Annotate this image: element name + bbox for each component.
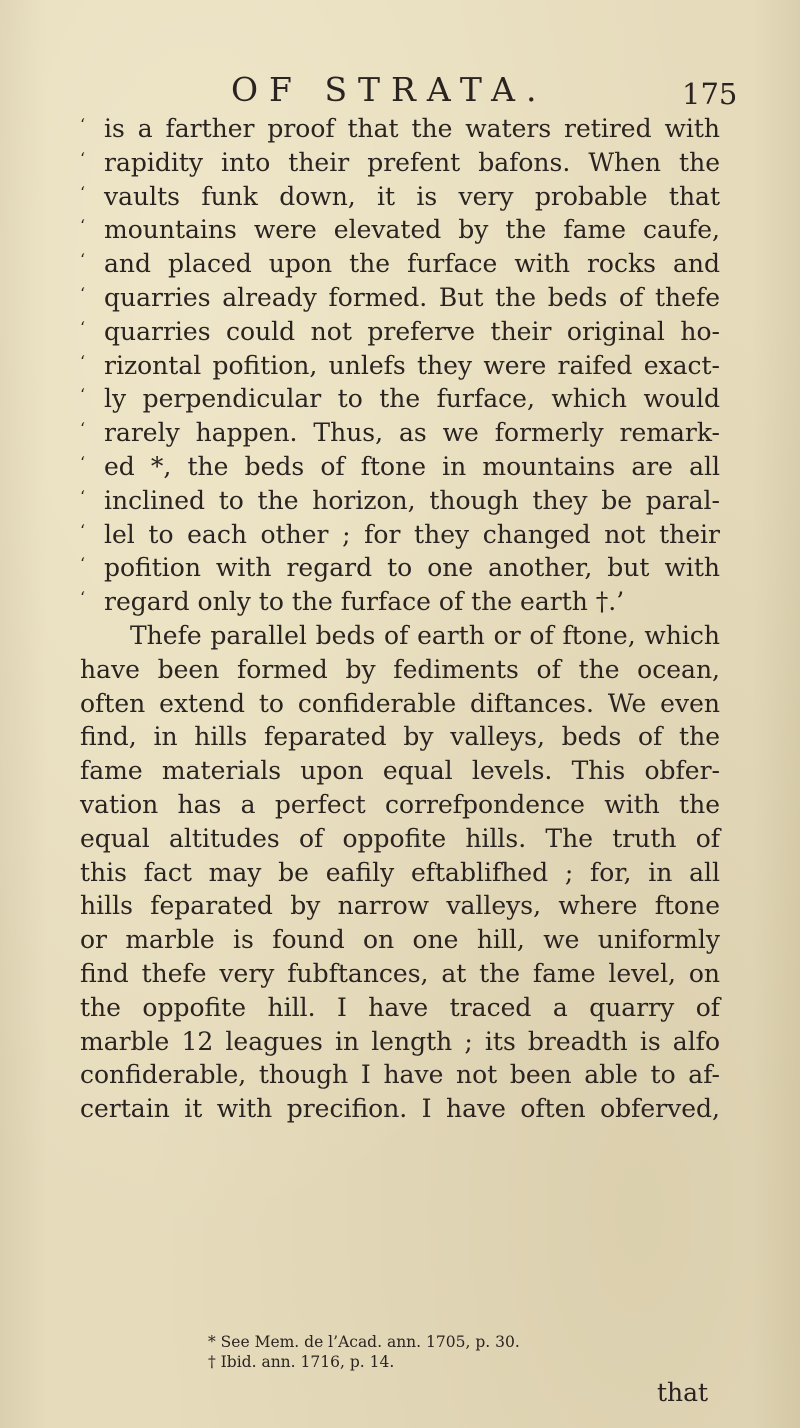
- quote-line-12: [80, 484, 720, 518]
- page-number: 175: [682, 77, 738, 111]
- quote-line-text: is a farther proof that the waters retired with: [104, 114, 720, 143]
- paragraph-line-13: marble 12 leagues in length ; its breadth is alfo: [80, 1026, 720, 1056]
- quote-mark: ‘: [80, 385, 86, 405]
- paragraph-line-3: often extend to confiderable diftances. We even: [80, 688, 720, 718]
- paragraph-line-8: this fact may be eafily eftablifhed ; for, in all: [80, 857, 720, 887]
- quote-mark: ‘: [80, 182, 86, 202]
- paragraph-line-1: Thefe parallel beds of earth or of ftone, which: [130, 620, 720, 650]
- quote-mark: ‘: [80, 216, 86, 236]
- quote-mark: ‘: [80, 250, 86, 270]
- quote-line-text: pofition with regard to one another, but with: [104, 553, 720, 583]
- quote-line-text: regard only to the furface of the earth †.’: [104, 587, 625, 617]
- quote-mark: ‘: [80, 419, 86, 439]
- quote-line-3: [80, 180, 720, 214]
- quote-line-13: [80, 518, 720, 552]
- quote-line-text: rizontal pofition, unlefs they were raifed exact-: [104, 350, 720, 380]
- paragraph: [80, 619, 720, 1126]
- paragraph-line-10: or marble is found on one hill, we uniformly: [80, 925, 720, 955]
- quote-line-text: rarely happen. Thus, as we formerly remark-: [104, 418, 720, 448]
- quote-line-text: lel to each other ; for they changed not their: [104, 519, 720, 549]
- quote-line-text: inclined to the horizon, though they be paral-: [104, 485, 720, 515]
- paragraph-line-2: have been formed by fediments of the ocean,: [80, 654, 720, 684]
- quote-line-11: [80, 450, 720, 484]
- quote-line-1: [80, 112, 720, 146]
- quote-mark: ‘: [80, 452, 86, 472]
- paragraph-line-15: certain it with precifion. I have often obferved,: [80, 1094, 720, 1124]
- quote-line-4: [80, 213, 720, 247]
- paragraph-line-6: vation has a perfect correfpondence with the: [80, 789, 720, 819]
- quote-line-7: [80, 315, 720, 349]
- quote-mark: ‘: [80, 554, 86, 574]
- quote-mark: ‘: [80, 115, 86, 134]
- quote-line-text: ed *, the beds of ftone in mountains are all: [104, 451, 720, 481]
- quote-line-5: [80, 247, 720, 281]
- footnotes: [80, 1332, 720, 1372]
- paragraph-line-11: find thefe very fubftances, at the fame level, on: [80, 958, 720, 988]
- quote-mark: ‘: [80, 351, 86, 371]
- quote-line-9: [80, 382, 720, 416]
- quote-mark: ‘: [80, 317, 86, 337]
- paragraph-line-14: confiderable, though I have not been able to af-: [80, 1060, 720, 1090]
- paragraph-line-4: find, in hills feparated by valleys, beds of the: [80, 722, 720, 752]
- quote-mark: ‘: [80, 486, 86, 506]
- paragraph-line-7: equal altitudes of oppofite hills. The truth of: [80, 823, 720, 853]
- quote-line-text: mountains were elevated by the fame caufe,: [104, 215, 720, 245]
- quote-line-10: [80, 416, 720, 450]
- running-title: OF STRATA.: [231, 70, 548, 109]
- quote-line-14: [80, 551, 720, 585]
- quoted-passage: [80, 112, 720, 619]
- paragraph-line-5: fame materials upon equal levels. This obfer-: [80, 756, 720, 786]
- quote-mark: ‘: [80, 520, 86, 540]
- quote-line-15: [80, 585, 720, 619]
- page-header: [0, 70, 800, 110]
- quote-line-text: quarries could not preferve their original ho-: [104, 316, 720, 346]
- quote-mark: ‘: [80, 588, 86, 608]
- quote-mark: ‘: [80, 283, 86, 303]
- quote-line-6: [80, 281, 720, 315]
- catchword: that: [657, 1378, 709, 1407]
- body-text: [80, 112, 720, 1126]
- quote-line-2: [80, 146, 720, 180]
- quote-line-text: quarries already formed. But the beds of thefe: [104, 282, 720, 312]
- paragraph-line-12: the oppofite hill. I have traced a quarry of: [80, 992, 720, 1022]
- quote-line-text: ly perpendicular to the furface, which would: [104, 384, 720, 414]
- footnote-1: * See Mem. de l’Acad. ann. 1705, p. 30.: [208, 1333, 520, 1351]
- quote-line-text: rapidity into their prefent bafons. When the: [104, 147, 720, 177]
- paragraph-line-9: hills feparated by narrow valleys, where ftone: [80, 891, 720, 921]
- quote-line-8: [80, 349, 720, 383]
- quote-line-text: vaults funk down, it is very probable that: [104, 181, 720, 211]
- footnote-2: † Ibid. ann. 1716, p. 14.: [208, 1353, 395, 1371]
- quote-mark: ‘: [80, 148, 86, 168]
- quote-line-text: and placed upon the furface with rocks and: [104, 249, 720, 279]
